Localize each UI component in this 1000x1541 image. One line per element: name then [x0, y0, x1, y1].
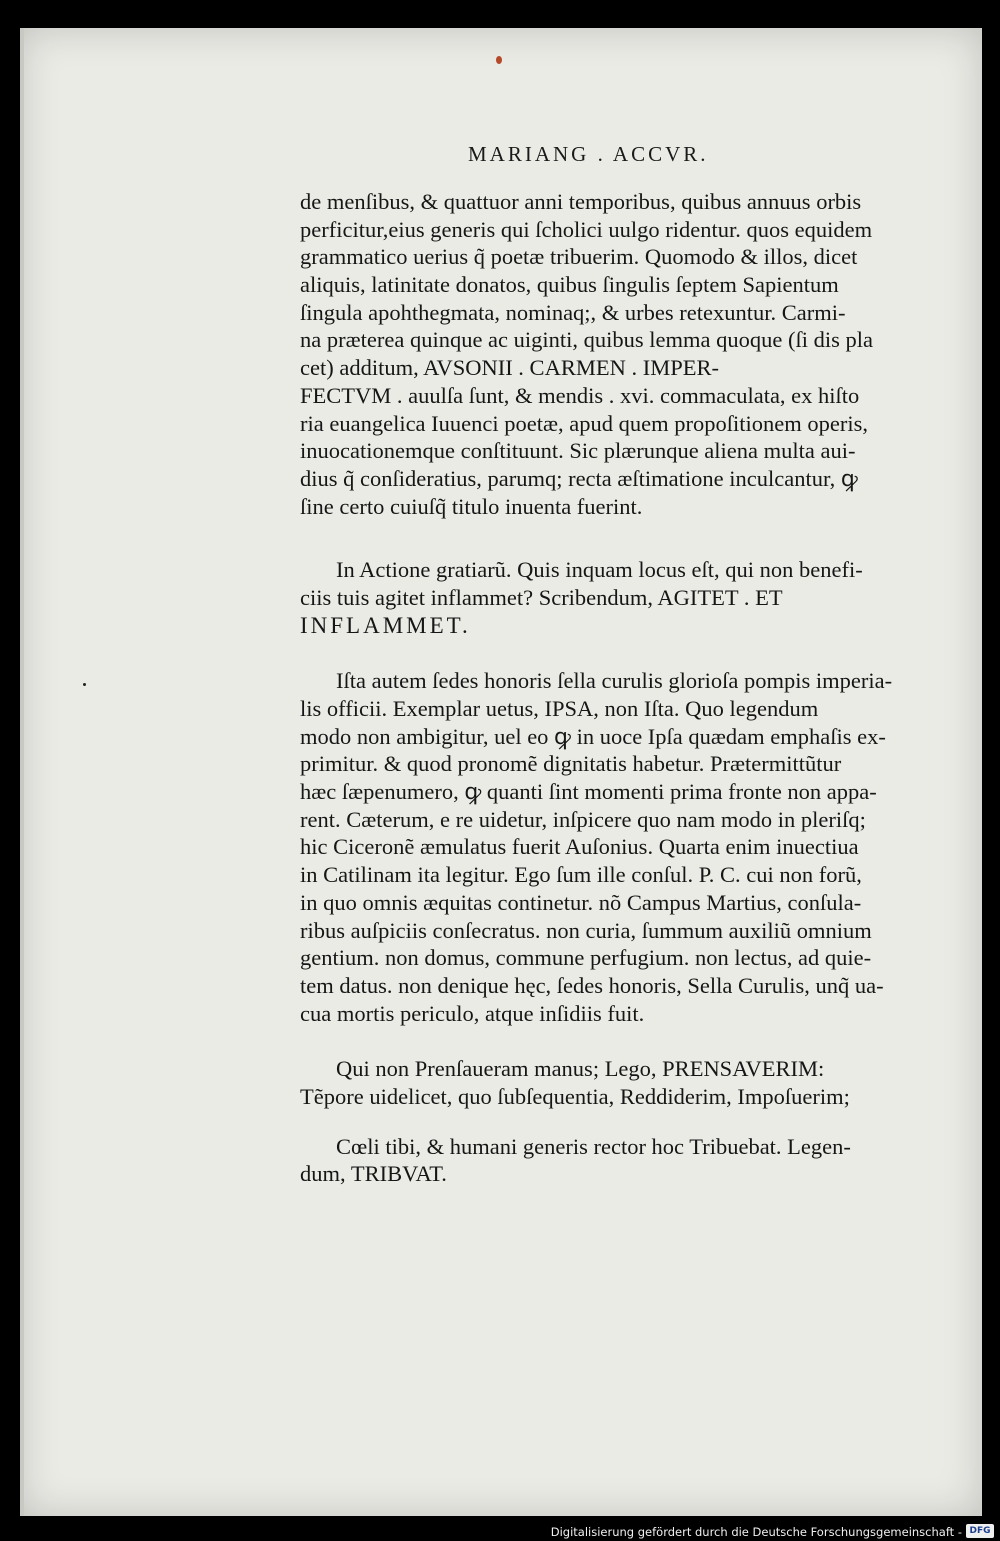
text-line: tem datus. non denique hęc, ſedes honoris, Sella Curulis, unq̃ ua- — [300, 972, 884, 998]
text-line: perficitur,eius generis qui ſcholici uulgo ridentur. quos equidem — [300, 216, 873, 242]
text-line: dum, TRIBVAT. — [300, 1161, 447, 1187]
text-line: Tẽpore uidelicet, quo ſubſequentia, Reddiderim, Impoſuerim; — [300, 1083, 850, 1109]
text-line: cet) additum, AVSONII . CARMEN . IMPER- — [300, 355, 719, 381]
text-line: In Actione gratiarũ. Quis inquam locus eſt, qui non benefi- — [336, 557, 863, 583]
paragraph — [300, 1133, 940, 1188]
text-line: inuocationemque conſtituunt. Sic plærunque aliena multa aui- — [300, 438, 856, 464]
text-line: INFLAMMET. — [300, 612, 471, 638]
stray-mark — [83, 683, 86, 686]
text-line: dius q̃ conſideratius, parumq; recta æſtimatione inculcantur, ꝙ — [300, 465, 858, 491]
text-line: lis officii. Exemplar uetus, IPSA, non Iſta. Quo legendum — [300, 696, 819, 721]
text-line: Iſta autem ſedes honoris ſella curulis glorioſa pompis imperia- — [336, 668, 893, 694]
text-line: primitur. & quod pronomẽ dignitatis habetur. Prætermittũtur — [300, 751, 842, 777]
text-line: FECTVM . auulſa ſunt, & mendis . xvi. commaculata, ex hiſto — [300, 382, 860, 408]
text-block — [300, 188, 940, 1188]
text-line: aliquis, latinitate donatos, quibus ſingulis ſeptem Sapientum — [300, 272, 839, 298]
paragraph — [300, 667, 940, 1027]
text-line: ſingula apohthegmata, nominaq;, & urbes retexuntur. Carmi- — [300, 299, 846, 325]
text-line: modo non ambigitur, uel eo ꝙ in uoce Ipſa quædam emphaſis ex- — [300, 723, 886, 749]
dfg-logo: DFG — [966, 1524, 994, 1538]
text-line: grammatico uerius q̃ poetæ tribuerim. Quomodo & illos, dicet — [300, 244, 858, 270]
text-line: Cœli tibi, & humani generis rector hoc Tribuebat. Legen- — [336, 1133, 851, 1159]
text-line: ribus auſpiciis conſecratus. non curia, ſummum auxiliũ omnium — [300, 917, 872, 943]
paragraph — [300, 188, 940, 520]
text-line: ria euangelica Iuuenci poetæ, apud quem propoſitionem operis, — [300, 410, 868, 436]
text-line: hæc ſæpenumero, ꝙ quanti ſint momenti prima fronte non appa- — [300, 779, 877, 805]
text-line: gentium. non domus, commune perfugium. non lectus, ad quie- — [300, 945, 872, 971]
funding-note: Digitalisierung gefördert durch die Deutsche Forschungsgemeinschaft - — [550, 1525, 962, 1539]
text-line: ſine certo cuiuſq̃ titulo inuenta fuerint. — [300, 493, 643, 519]
paragraph — [300, 1055, 940, 1110]
text-line: ciis tuis agitet inflammet? Scribendum, AGITET . ET — [300, 584, 783, 610]
ink-spot — [496, 56, 502, 64]
text-line: in Catilinam ita legitur. Ego ſum ille conſul. P. C. cui non forũ, — [300, 862, 862, 888]
page-edge — [20, 28, 24, 1516]
text-line: na præterea quinque ac uiginti, quibus lemma quoque (ſi dis pla — [300, 327, 873, 353]
text-line: cua mortis periculo, atque inſidiis fuit. — [300, 1000, 645, 1026]
paragraph — [300, 556, 940, 639]
text-line: in quo omnis æquitas continetur. nõ Campus Martius, conſula- — [300, 889, 862, 915]
text-line: Qui non Prenſaueram manus; Lego, PRENSAVERIM: — [336, 1056, 825, 1082]
footer-bar — [0, 1522, 1000, 1541]
text-line: hic Ciceronẽ æmulatus fuerit Auſonius. Quarta enim inuectiua — [300, 834, 859, 860]
text-line: de menſibus, & quattuor anni temporibus, quibus annuus orbis — [300, 189, 862, 214]
text-line: rent. Cæterum, e re uidetur, inſpicere quo nam modo in pleriſq; — [300, 806, 866, 832]
running-head: MARIANG . ACCVR. — [468, 142, 709, 166]
